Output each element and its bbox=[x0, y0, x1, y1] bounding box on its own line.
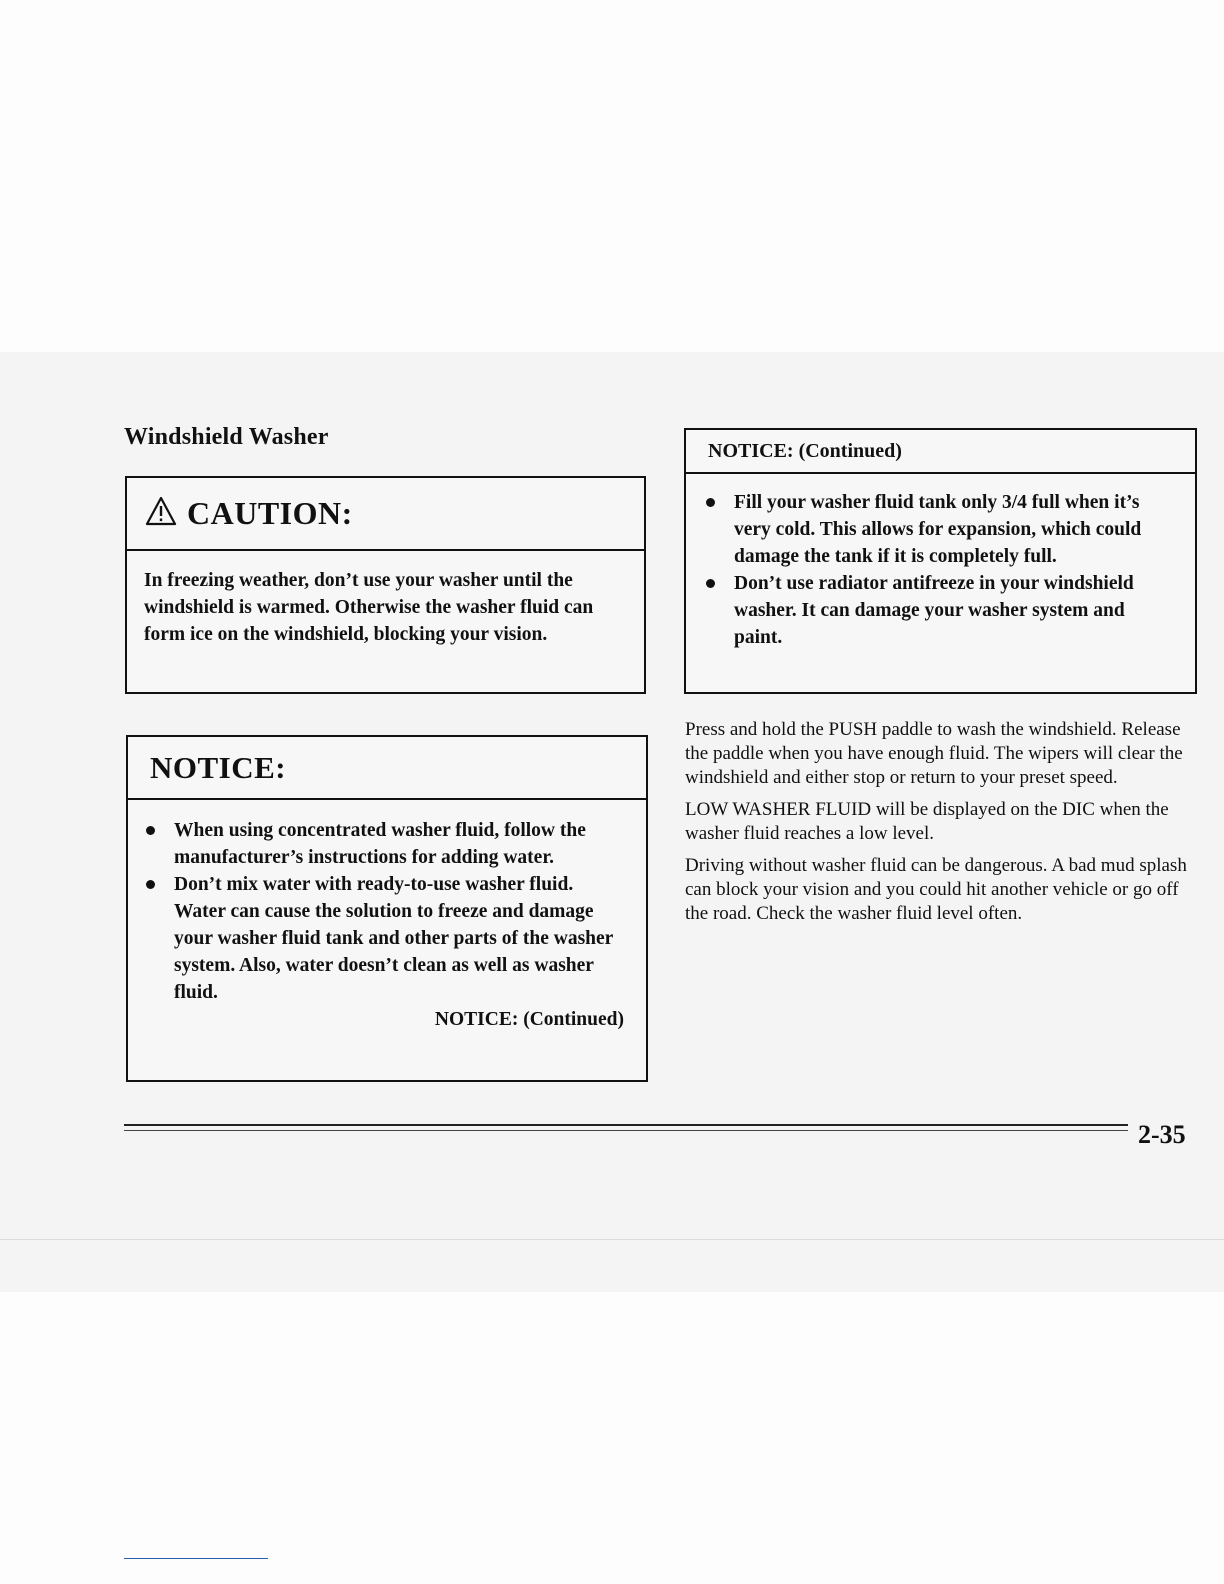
band-divider bbox=[0, 1239, 1224, 1240]
notice-box bbox=[126, 735, 648, 1082]
notice-continued-item: Don’t use radiator antifreeze in your windshield washer. It can damage your washer system and paint. bbox=[706, 570, 1177, 651]
body-text bbox=[685, 718, 1200, 934]
notice-continued-header bbox=[686, 430, 1195, 474]
notice-continued-list bbox=[686, 474, 1195, 651]
notice-continued-item: Fill your washer fluid tank only 3/4 full when it’s very cold. This allows for expansion, which could damage the tank if it is completely full. bbox=[706, 489, 1177, 570]
warning-triangle-icon bbox=[145, 496, 177, 531]
paragraph: Driving without washer fluid can be dangerous. A bad mud splash can block your vision and you could hit another vehicle or go off the road. Check the washer fluid level often. bbox=[685, 855, 1187, 924]
section-title: Windshield Washer bbox=[124, 424, 329, 450]
notice-continued-label: NOTICE: (Continued) bbox=[434, 1009, 624, 1030]
caution-text: In freezing weather, don’t use your washer until the windshield is warmed. Otherwise the washer fluid can form ice on the windshield, blocking your vision. bbox=[144, 570, 594, 645]
notice-continued-box bbox=[684, 428, 1197, 694]
caution-header bbox=[127, 478, 644, 551]
notice-continued-title: NOTICE: (Continued) bbox=[708, 439, 902, 462]
notice-item: When using concentrated washer fluid, follow the manufacturer’s instructions for adding water. bbox=[146, 817, 628, 871]
paragraph: LOW WASHER FLUID will be displayed on the DIC when the washer fluid reaches a low level. bbox=[685, 799, 1169, 844]
notice-title: NOTICE: bbox=[150, 749, 287, 785]
caution-title: CAUTION: bbox=[187, 495, 353, 531]
caution-box bbox=[125, 476, 646, 694]
notice-list bbox=[128, 800, 646, 1006]
paragraph: Press and hold the PUSH paddle to wash the windshield. Release the paddle when you have enough fluid. The wipers will clear the windshield and either stop or return to your preset speed. bbox=[685, 719, 1183, 788]
footer-rule bbox=[124, 1124, 1128, 1135]
notice-header bbox=[128, 737, 646, 800]
notice-item: Don’t mix water with ready-to-use washer fluid. Water can cause the solution to freeze and damage your washer fluid tank and other parts of the washer system. Also, water doesn’t clean as well as washer fluid. bbox=[146, 871, 628, 1006]
footer-link-line bbox=[124, 1558, 268, 1559]
page-number: 2-35 bbox=[1138, 1120, 1186, 1149]
